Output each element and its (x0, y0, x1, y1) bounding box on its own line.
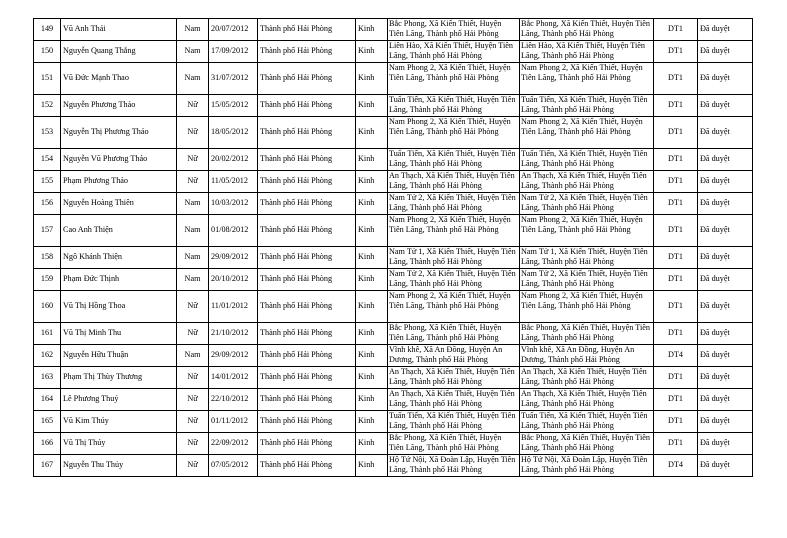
cell-residence: Vĩnh khê, Xã An Đồng, Huyện An Dương, Thành phố Hải Phòng (520, 345, 654, 367)
cell-index: 149 (34, 19, 61, 41)
cell-hometown: Nam Tử 1, Xã Kiến Thiết, Huyện Tiên Lãng, Thành phố Hải Phòng (388, 247, 520, 269)
cell-residence: Nam Phong 2, Xã Kiến Thiết, Huyện Tiên Lãng, Thành phố Hải Phòng (520, 291, 654, 323)
cell-residence: An Thạch, Xã Kiến Thiết, Huyện Tiên Lãng, Thành phố Hải Phòng (520, 367, 654, 389)
cell-birth-date: 31/07/2012 (209, 63, 258, 95)
cell-residence: Nam Tử 2, Xã Kiến Thiết, Huyện Tiên Lãng, Thành phố Hải Phòng (520, 193, 654, 215)
table-row (34, 19, 753, 41)
cell-gender: Nam (177, 269, 209, 291)
cell-ethnicity: Kinh (356, 433, 388, 455)
cell-priority-code: DT1 (654, 323, 698, 345)
cell-index: 156 (34, 193, 61, 215)
cell-residence: Hộ Tứ Nội, Xã Đoàn Lập, Huyện Tiên Lãng, Thành phố Hải Phòng (520, 455, 654, 477)
cell-hometown: Bắc Phong, Xã Kiến Thiết, Huyện Tiên Lãng, Thành phố Hải Phòng (388, 19, 520, 41)
cell-status: Đã duyệt (698, 455, 753, 477)
cell-birth-date: 07/05/2012 (209, 455, 258, 477)
cell-status: Đã duyệt (698, 367, 753, 389)
cell-gender: Nữ (177, 291, 209, 323)
table-row (34, 41, 753, 63)
table-row (34, 95, 753, 117)
cell-full-name: Nguyễn Thu Thủy (61, 455, 177, 477)
cell-hometown: An Thạch, Xã Kiến Thiết, Huyện Tiên Lãng, Thành phố Hải Phòng (388, 367, 520, 389)
cell-ethnicity: Kinh (356, 323, 388, 345)
cell-full-name: Vũ Kim Thúy (61, 411, 177, 433)
cell-birthplace: Thành phố Hải Phòng (258, 411, 356, 433)
cell-ethnicity: Kinh (356, 455, 388, 477)
cell-gender: Nam (177, 247, 209, 269)
cell-residence: An Thạch, Xã Kiến Thiết, Huyện Tiên Lãng, Thành phố Hải Phòng (520, 171, 654, 193)
cell-priority-code: DT1 (654, 63, 698, 95)
cell-birth-date: 01/08/2012 (209, 215, 258, 247)
cell-birth-date: 20/02/2012 (209, 149, 258, 171)
table-row (34, 247, 753, 269)
table-row (34, 389, 753, 411)
cell-birth-date: 20/10/2012 (209, 269, 258, 291)
cell-full-name: Nguyễn Vũ Phương Thảo (61, 149, 177, 171)
cell-birthplace: Thành phố Hải Phòng (258, 41, 356, 63)
table-row (34, 455, 753, 477)
cell-hometown: Nam Tử 2, Xã Kiến Thiết, Huyện Tiên Lãng, Thành phố Hải Phòng (388, 193, 520, 215)
cell-hometown: Liên Hào, Xã Kiến Thiết, Huyện Tiên Lãng, Thành phố Hải Phòng (388, 41, 520, 63)
cell-ethnicity: Kinh (356, 247, 388, 269)
cell-hometown: Nam Phong 2, Xã Kiến Thiết, Huyện Tiên Lãng, Thành phố Hải Phòng (388, 117, 520, 149)
cell-status: Đã duyệt (698, 247, 753, 269)
cell-index: 165 (34, 411, 61, 433)
cell-full-name: Vũ Thị Hồng Thoa (61, 291, 177, 323)
cell-birthplace: Thành phố Hải Phòng (258, 171, 356, 193)
cell-hometown: Tuấn Tiến, Xã Kiến Thiết, Huyện Tiên Lãng, Thành phố Hải Phòng (388, 411, 520, 433)
cell-priority-code: DT1 (654, 215, 698, 247)
cell-gender: Nam (177, 19, 209, 41)
cell-index: 157 (34, 215, 61, 247)
cell-hometown: Nam Phong 2, Xã Kiến Thiết, Huyện Tiên Lãng, Thành phố Hải Phòng (388, 215, 520, 247)
cell-hometown: An Thạch, Xã Kiến Thiết, Huyện Tiên Lãng, Thành phố Hải Phòng (388, 389, 520, 411)
cell-priority-code: DT4 (654, 455, 698, 477)
cell-birthplace: Thành phố Hải Phòng (258, 323, 356, 345)
cell-ethnicity: Kinh (356, 149, 388, 171)
cell-priority-code: DT1 (654, 411, 698, 433)
cell-ethnicity: Kinh (356, 367, 388, 389)
cell-gender: Nam (177, 215, 209, 247)
cell-priority-code: DT1 (654, 149, 698, 171)
cell-birthplace: Thành phố Hải Phòng (258, 247, 356, 269)
cell-residence: Nam Tử 1, Xã Kiến Thiết, Huyện Tiên Lãng, Thành phố Hải Phòng (520, 247, 654, 269)
cell-gender: Nữ (177, 433, 209, 455)
cell-ethnicity: Kinh (356, 19, 388, 41)
cell-residence: Nam Phong 2, Xã Kiến Thiết, Huyện Tiên Lãng, Thành phố Hải Phòng (520, 117, 654, 149)
table-row (34, 411, 753, 433)
cell-birthplace: Thành phố Hải Phòng (258, 117, 356, 149)
cell-birthplace: Thành phố Hải Phòng (258, 389, 356, 411)
cell-priority-code: DT4 (654, 345, 698, 367)
cell-hometown: An Thạch, Xã Kiến Thiết, Huyện Tiên Lãng, Thành phố Hải Phòng (388, 171, 520, 193)
cell-priority-code: DT1 (654, 269, 698, 291)
cell-birth-date: 01/11/2012 (209, 411, 258, 433)
cell-residence: Liên Hào, Xã Kiến Thiết, Huyện Tiên Lãng, Thành phố Hải Phòng (520, 41, 654, 63)
cell-index: 159 (34, 269, 61, 291)
cell-status: Đã duyệt (698, 215, 753, 247)
student-table (33, 18, 753, 477)
cell-ethnicity: Kinh (356, 269, 388, 291)
cell-status: Đã duyệt (698, 389, 753, 411)
cell-full-name: Nguyễn Quang Thắng (61, 41, 177, 63)
cell-status: Đã duyệt (698, 149, 753, 171)
cell-status: Đã duyệt (698, 171, 753, 193)
table-row (34, 193, 753, 215)
cell-ethnicity: Kinh (356, 63, 388, 95)
cell-full-name: Vũ Anh Thái (61, 19, 177, 41)
cell-hometown: Tuấn Tiến, Xã Kiến Thiết, Huyện Tiên Lãng, Thành phố Hải Phòng (388, 149, 520, 171)
cell-ethnicity: Kinh (356, 389, 388, 411)
cell-index: 166 (34, 433, 61, 455)
cell-gender: Nữ (177, 455, 209, 477)
cell-ethnicity: Kinh (356, 171, 388, 193)
cell-birth-date: 22/10/2012 (209, 389, 258, 411)
cell-status: Đã duyệt (698, 193, 753, 215)
cell-birthplace: Thành phố Hải Phòng (258, 19, 356, 41)
cell-ethnicity: Kinh (356, 117, 388, 149)
cell-status: Đã duyệt (698, 117, 753, 149)
cell-birthplace: Thành phố Hải Phòng (258, 433, 356, 455)
cell-priority-code: DT1 (654, 291, 698, 323)
cell-residence: Tuấn Tiến, Xã Kiến Thiết, Huyện Tiên Lãng, Thành phố Hải Phòng (520, 95, 654, 117)
cell-full-name: Nguyễn Hoàng Thiên (61, 193, 177, 215)
cell-residence: Nam Phong 2, Xã Kiến Thiết, Huyện Tiên Lãng, Thành phố Hải Phòng (520, 63, 654, 95)
cell-gender: Nữ (177, 323, 209, 345)
table-row (34, 367, 753, 389)
cell-full-name: Ngô Khánh Thiện (61, 247, 177, 269)
cell-status: Đã duyệt (698, 63, 753, 95)
cell-residence: Bắc Phong, Xã Kiến Thiết, Huyện Tiên Lãng, Thành phố Hải Phòng (520, 19, 654, 41)
cell-full-name: Lê Phương Thuý (61, 389, 177, 411)
cell-full-name: Vũ Thị Minh Thu (61, 323, 177, 345)
cell-index: 160 (34, 291, 61, 323)
cell-status: Đã duyệt (698, 41, 753, 63)
cell-full-name: Phạm Phương Thảo (61, 171, 177, 193)
cell-ethnicity: Kinh (356, 291, 388, 323)
cell-birth-date: 11/05/2012 (209, 171, 258, 193)
cell-hometown: Nam Phong 2, Xã Kiến Thiết, Huyện Tiên Lãng, Thành phố Hải Phòng (388, 291, 520, 323)
table-row (34, 215, 753, 247)
cell-birth-date: 29/09/2012 (209, 345, 258, 367)
cell-priority-code: DT1 (654, 19, 698, 41)
cell-full-name: Nguyễn Hữu Thuận (61, 345, 177, 367)
table-row (34, 63, 753, 95)
cell-gender: Nữ (177, 171, 209, 193)
cell-ethnicity: Kinh (356, 345, 388, 367)
cell-birth-date: 10/03/2012 (209, 193, 258, 215)
cell-status: Đã duyệt (698, 323, 753, 345)
cell-hometown: Tuấn Tiến, Xã Kiến Thiết, Huyện Tiên Lãng, Thành phố Hải Phòng (388, 95, 520, 117)
cell-residence: An Thạch, Xã Kiến Thiết, Huyện Tiên Lãng, Thành phố Hải Phòng (520, 389, 654, 411)
cell-status: Đã duyệt (698, 95, 753, 117)
cell-index: 158 (34, 247, 61, 269)
cell-index: 154 (34, 149, 61, 171)
table-row (34, 117, 753, 149)
cell-index: 167 (34, 455, 61, 477)
cell-status: Đã duyệt (698, 269, 753, 291)
cell-birth-date: 11/01/2012 (209, 291, 258, 323)
cell-birthplace: Thành phố Hải Phòng (258, 367, 356, 389)
cell-index: 150 (34, 41, 61, 63)
cell-status: Đã duyệt (698, 19, 753, 41)
table-row (34, 171, 753, 193)
cell-gender: Nam (177, 345, 209, 367)
cell-priority-code: DT1 (654, 367, 698, 389)
cell-ethnicity: Kinh (356, 95, 388, 117)
cell-birthplace: Thành phố Hải Phòng (258, 149, 356, 171)
cell-priority-code: DT1 (654, 171, 698, 193)
cell-index: 155 (34, 171, 61, 193)
cell-full-name: Phạm Đức Thịnh (61, 269, 177, 291)
table-row (34, 149, 753, 171)
table-body (34, 19, 753, 477)
cell-birthplace: Thành phố Hải Phòng (258, 345, 356, 367)
cell-gender: Nữ (177, 117, 209, 149)
cell-residence: Tuấn Tiến, Xã Kiến Thiết, Huyện Tiên Lãng, Thành phố Hải Phòng (520, 411, 654, 433)
cell-birth-date: 17/09/2012 (209, 41, 258, 63)
cell-priority-code: DT1 (654, 95, 698, 117)
cell-priority-code: DT1 (654, 117, 698, 149)
cell-birthplace: Thành phố Hải Phòng (258, 95, 356, 117)
cell-status: Đã duyệt (698, 291, 753, 323)
cell-hometown: Nam Phong 2, Xã Kiến Thiết, Huyện Tiên Lãng, Thành phố Hải Phòng (388, 63, 520, 95)
cell-residence: Nam Phong 2, Xã Kiến Thiết, Huyện Tiên Lãng, Thành phố Hải Phòng (520, 215, 654, 247)
table-row (34, 269, 753, 291)
cell-birth-date: 14/01/2012 (209, 367, 258, 389)
cell-priority-code: DT1 (654, 433, 698, 455)
cell-gender: Nữ (177, 411, 209, 433)
cell-full-name: Phạm Thị Thùy Thương (61, 367, 177, 389)
cell-gender: Nam (177, 41, 209, 63)
cell-residence: Bắc Phong, Xã Kiến Thiết, Huyện Tiên Lãng, Thành phố Hải Phòng (520, 323, 654, 345)
table-row (34, 433, 753, 455)
cell-priority-code: DT1 (654, 389, 698, 411)
cell-birthplace: Thành phố Hải Phòng (258, 455, 356, 477)
cell-index: 151 (34, 63, 61, 95)
cell-priority-code: DT1 (654, 193, 698, 215)
cell-full-name: Vũ Thị Thúy (61, 433, 177, 455)
cell-gender: Nam (177, 193, 209, 215)
cell-gender: Nữ (177, 149, 209, 171)
cell-hometown: Hộ Tứ Nội, Xã Đoàn Lập, Huyện Tiên Lãng, Thành phố Hải Phòng (388, 455, 520, 477)
cell-gender: Nam (177, 63, 209, 95)
cell-birth-date: 15/05/2012 (209, 95, 258, 117)
cell-full-name: Nguyễn Thị Phương Thảo (61, 117, 177, 149)
cell-priority-code: DT1 (654, 41, 698, 63)
cell-ethnicity: Kinh (356, 215, 388, 247)
cell-full-name: Vũ Đức Mạnh Thao (61, 63, 177, 95)
cell-full-name: Nguyễn Phương Thảo (61, 95, 177, 117)
cell-ethnicity: Kinh (356, 411, 388, 433)
cell-birthplace: Thành phố Hải Phòng (258, 215, 356, 247)
cell-full-name: Cao Anh Thiện (61, 215, 177, 247)
table-row (34, 323, 753, 345)
cell-birth-date: 22/09/2012 (209, 433, 258, 455)
cell-status: Đã duyệt (698, 345, 753, 367)
cell-residence: Nam Tử 2, Xã Kiến Thiết, Huyện Tiên Lãng, Thành phố Hải Phòng (520, 269, 654, 291)
cell-index: 164 (34, 389, 61, 411)
cell-residence: Tuấn Tiến, Xã Kiến Thiết, Huyện Tiên Lãng, Thành phố Hải Phòng (520, 149, 654, 171)
cell-gender: Nữ (177, 389, 209, 411)
cell-birthplace: Thành phố Hải Phòng (258, 269, 356, 291)
cell-birthplace: Thành phố Hải Phòng (258, 63, 356, 95)
cell-index: 153 (34, 117, 61, 149)
cell-index: 152 (34, 95, 61, 117)
cell-index: 163 (34, 367, 61, 389)
cell-index: 161 (34, 323, 61, 345)
cell-status: Đã duyệt (698, 433, 753, 455)
table-row (34, 345, 753, 367)
cell-ethnicity: Kinh (356, 41, 388, 63)
cell-birth-date: 29/09/2012 (209, 247, 258, 269)
table-row (34, 291, 753, 323)
cell-birthplace: Thành phố Hải Phòng (258, 291, 356, 323)
cell-birthplace: Thành phố Hải Phòng (258, 193, 356, 215)
cell-birth-date: 18/05/2012 (209, 117, 258, 149)
cell-hometown: Vĩnh khê, Xã An Đồng, Huyện An Dương, Thành phố Hải Phòng (388, 345, 520, 367)
cell-gender: Nữ (177, 367, 209, 389)
cell-ethnicity: Kinh (356, 193, 388, 215)
cell-status: Đã duyệt (698, 411, 753, 433)
student-list-page (33, 18, 752, 477)
cell-gender: Nữ (177, 95, 209, 117)
cell-hometown: Bắc Phong, Xã Kiến Thiết, Huyện Tiên Lãng, Thành phố Hải Phòng (388, 323, 520, 345)
cell-birth-date: 21/10/2012 (209, 323, 258, 345)
cell-residence: Bắc Phong, Xã Kiến Thiết, Huyện Tiên Lãng, Thành phố Hải Phòng (520, 433, 654, 455)
cell-hometown: Bắc Phong, Xã Kiến Thiết, Huyện Tiên Lãng, Thành phố Hải Phòng (388, 433, 520, 455)
cell-index: 162 (34, 345, 61, 367)
cell-birth-date: 20/07/2012 (209, 19, 258, 41)
cell-priority-code: DT1 (654, 247, 698, 269)
cell-hometown: Nam Tử 2, Xã Kiến Thiết, Huyện Tiên Lãng, Thành phố Hải Phòng (388, 269, 520, 291)
